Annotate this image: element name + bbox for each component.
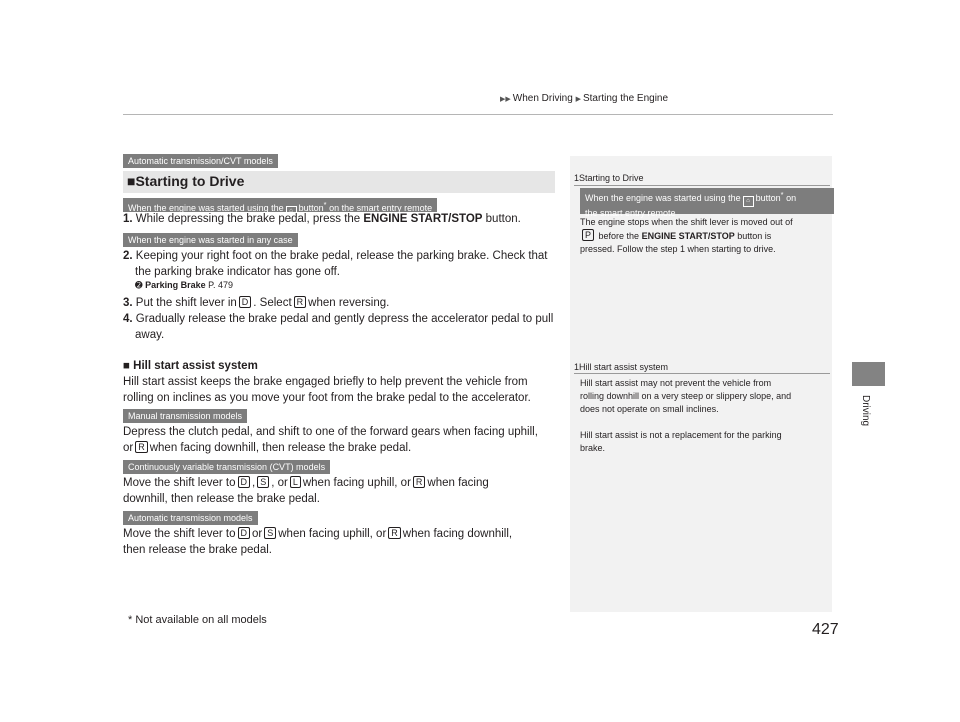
- note-rule: [574, 185, 830, 186]
- section-title: ■Starting to Drive: [127, 173, 245, 189]
- note-icon: 1: [574, 173, 580, 183]
- remote-button-icon: ⌂: [743, 196, 754, 207]
- shift-key-r: R: [135, 441, 148, 453]
- shift-key-d: D: [238, 476, 251, 488]
- step-4: 4. Gradually release the brake pedal and gently depress the accelerator pedal to pull away.: [123, 313, 554, 341]
- note-title: 1Starting to Drive: [574, 173, 644, 183]
- tag-automatic: Automatic transmission models: [123, 511, 258, 525]
- tag-automatic-cvt: Automatic transmission/CVT models: [123, 154, 278, 168]
- note-icon: 1: [574, 362, 580, 372]
- note-text: The engine stops when the shift lever is moved out of P before the ENGINE START/STOP button is pressed. Follow the step 1 when starting to drive.: [580, 217, 793, 254]
- tag-cvt: Continuously variable transmission (CVT) models: [123, 460, 330, 474]
- cross-reference[interactable]: ➋ Parking Brake P. 479: [135, 280, 233, 290]
- shift-key-d: D: [238, 527, 251, 539]
- page-number: 427: [812, 621, 839, 638]
- note-rule: [574, 373, 830, 374]
- shift-key-s: S: [264, 527, 276, 539]
- chapter-tab: [852, 362, 885, 386]
- note-tag-started-button: When the engine was started using the ⌂ button* on the smart entry remote: [580, 188, 834, 214]
- arrow-icon: ▶▶: [500, 96, 511, 103]
- hill-intro: Hill start assist keeps the brake engaged briefly to help prevent the vehicle from rolling on inclines as you move your foot from the brake pedal to the accelerator.: [123, 376, 531, 404]
- step-1: 1. While depressing the brake pedal, press the ENGINE START/STOP button.: [123, 213, 521, 225]
- step-2: 2. Keeping your right foot on the brake pedal, release the parking brake. Check that the parking brake indicator has gone off.: [123, 250, 548, 278]
- breadcrumb: ▶▶ When Driving ▶ Starting the Engine: [500, 93, 669, 104]
- shift-key-r: R: [388, 527, 401, 539]
- remote-button-icon: ⌂: [286, 206, 297, 217]
- reference-arrow-icon: ➋: [135, 280, 143, 290]
- shift-key-r: R: [413, 476, 426, 488]
- shift-key-p: P: [582, 229, 594, 241]
- tag-started-any: When the engine was started in any case: [123, 233, 298, 247]
- note-text: Hill start assist may not prevent the vehicle from rolling downhill on a very steep or slippery slope, and does not operate on small inclines. Hill start assist is not a replacement for the parking brake.: [580, 378, 792, 453]
- step-3: 3. Put the shift lever in D . Select R when reversing.: [123, 297, 390, 309]
- chapter-label: Driving: [860, 395, 871, 427]
- arrow-icon: ▶: [575, 96, 581, 103]
- tag-manual: Manual transmission models: [123, 409, 247, 423]
- hill-automatic: Move the shift lever to D or S when facing uphill, or R when facing downhill, then release the brake pedal.: [123, 528, 513, 556]
- hill-cvt: Move the shift lever to D , S , or L when facing uphill, or R when facing downhill, then release the brake pedal.: [123, 477, 489, 505]
- tag-started-button: When the engine was started using the ⌂ button* on the smart entry remote: [123, 198, 437, 212]
- footnote: * Not available on all models: [128, 614, 267, 626]
- note-title: 1Hill start assist system: [574, 362, 669, 372]
- shift-key-d: D: [239, 296, 252, 308]
- hill-manual: Depress the clutch pedal, and shift to one of the forward gears when facing uphill, or R when facing downhill, then release the brake pedal.: [123, 426, 538, 454]
- shift-key-r: R: [294, 296, 307, 308]
- shift-key-l: L: [290, 476, 301, 488]
- subsection-title: ■ Hill start assist system: [123, 360, 258, 372]
- shift-key-s: S: [257, 476, 269, 488]
- header-rule: [123, 114, 833, 115]
